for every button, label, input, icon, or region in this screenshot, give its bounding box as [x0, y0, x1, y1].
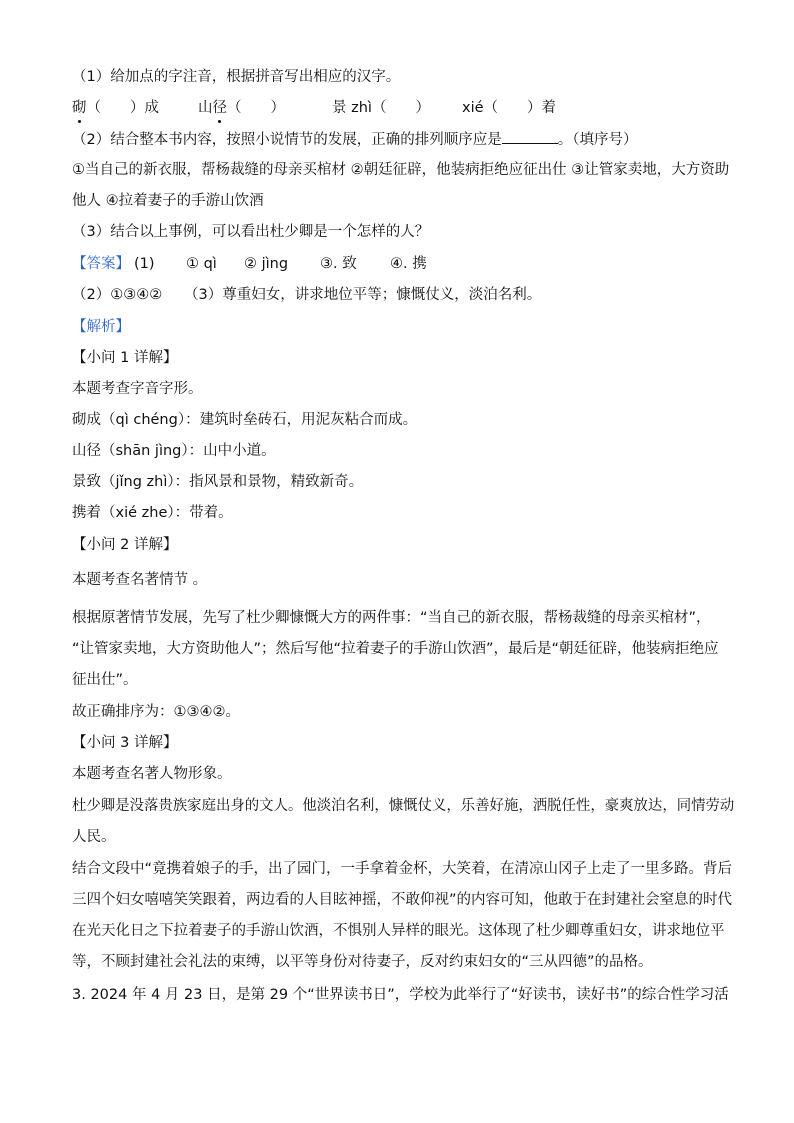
answer-blank	[502, 129, 558, 144]
sub3-para1-line2: 人民。	[72, 829, 116, 845]
sub1-line1: 砌成（qì chéng）：建筑时垒砖石，用泥灰粘合而成。	[72, 412, 418, 428]
q2-options-line2: 他人 ④拉着妻子的手游山饮酒	[72, 193, 264, 209]
answer-4: ④. 携	[390, 256, 427, 272]
answer-label: 【答案】	[72, 256, 130, 272]
sub3-para2-line1: 结合文段中“竟携着娘子的手，出了园门，一手拿着金杯，大笑着，在清凉山冈子上走了一里多路。背后	[72, 861, 733, 877]
sub1-title: 【小问 1 详解】	[72, 350, 178, 366]
answer-3: ③. 致	[320, 256, 357, 272]
dotted-char: 径	[212, 100, 227, 116]
sub3-para1-line1: 杜少卿是没落贵族家庭出身的文人。他淡泊名利，慷慨仗义，乐善好施，洒脱任性，豪爽放达，同情劳动	[72, 798, 735, 814]
q1-item-1-rest: （ ）成	[86, 100, 159, 116]
sub2-para-line1: 根据原著情节发展，先写了杜少卿慷慨大方的两件事：“当自己的新衣服，帮杨裁缝的母亲买棺材”，	[72, 610, 711, 626]
q1-item-4: xié（ ）着	[462, 100, 557, 116]
analysis-label: 【解析】	[72, 319, 130, 335]
sub2-para-line3: 征出仕”。	[72, 672, 138, 688]
sub2-para-line2: “让管家卖地，大方资助他人”；然后写他“拉着妻子的手游山饮酒”，最后是“朝廷征辟，他装病拒绝应	[72, 641, 719, 657]
sub1-intro: 本题考查字音字形。	[72, 381, 203, 397]
q2-prompt	[72, 129, 637, 150]
sub1-line3: 景致（jǐng zhì）：指风景和景物，精致新奇。	[72, 474, 364, 490]
sub1-line2: 山径（shān jìng）：山中小道。	[72, 443, 276, 459]
sub1-line4: 携着（xié zhe）：带着。	[72, 505, 233, 521]
q1-item-2-pre: 山	[198, 100, 213, 116]
sub3-para2-line3: 在光天化日之下拉着妻子的手游山饮酒，不惧别人异样的眼光。这体现了杜少卿尊重妇女，讲求地位平	[72, 923, 725, 939]
q3-prompt: （3）结合以上事例，可以看出杜少卿是一个怎样的人？	[72, 224, 430, 240]
sub3-title: 【小问 3 详解】	[72, 735, 178, 751]
answer-1: ① qì	[186, 256, 217, 272]
dotted-char: 砌	[72, 100, 87, 116]
q1-item-1	[72, 98, 159, 118]
q2-options-line1: ①当自己的新衣服，帮杨裁缝的母亲买棺材 ②朝廷征辟，他装病拒绝应征出仕 ③让管家卖地，大方资助	[72, 162, 730, 178]
q1-items	[72, 98, 722, 118]
answer-line1	[72, 254, 722, 274]
next-question-line: 3. 2024 年 4 月 23 日，是第 29 个“世界读书日”，学校为此举行了“好读书，读好书”的综合性学习活	[72, 987, 729, 1003]
answer-line2: （2）①③④② （3）尊重妇女，讲求地位平等；慷慨仗义，淡泊名利。	[72, 287, 542, 303]
q1-item-2	[198, 98, 285, 118]
sub2-conclusion: 故正确排序为：①③④②。	[72, 704, 240, 720]
answer-2: ② jìng	[244, 256, 289, 272]
sub3-para2-line2: 三四个妇女嘻嘻笑笑跟着，两边看的人目眩神摇，不敢仰视”的内容可知，他敢于在封建社会窒息的时代	[72, 892, 733, 908]
sub3-intro: 本题考查名著人物形象。	[72, 766, 232, 782]
q1-item-3: 景 zhì（ ）	[332, 100, 430, 116]
answer-part1-label: (1)	[134, 256, 155, 272]
q1-item-2-rest: （ ）	[227, 100, 285, 116]
sub2-title: 【小问 2 详解】	[72, 537, 178, 553]
sub3-para2-line4: 等，不顾封建社会礼法的束缚，以平等身份对待妻子，反对约束妇女的“三从四德”的品格。	[72, 954, 653, 970]
q2-prompt-text: （2）结合整本书内容，按照小说情节的发展，正确的排列顺序应是	[72, 132, 502, 148]
q1-prompt: （1）给加点的字注音，根据拼音写出相应的汉字。	[72, 69, 401, 85]
q2-prompt-suffix: 。（填序号）	[557, 132, 638, 148]
sub2-intro: 本题考查名著情节 。	[72, 572, 208, 588]
